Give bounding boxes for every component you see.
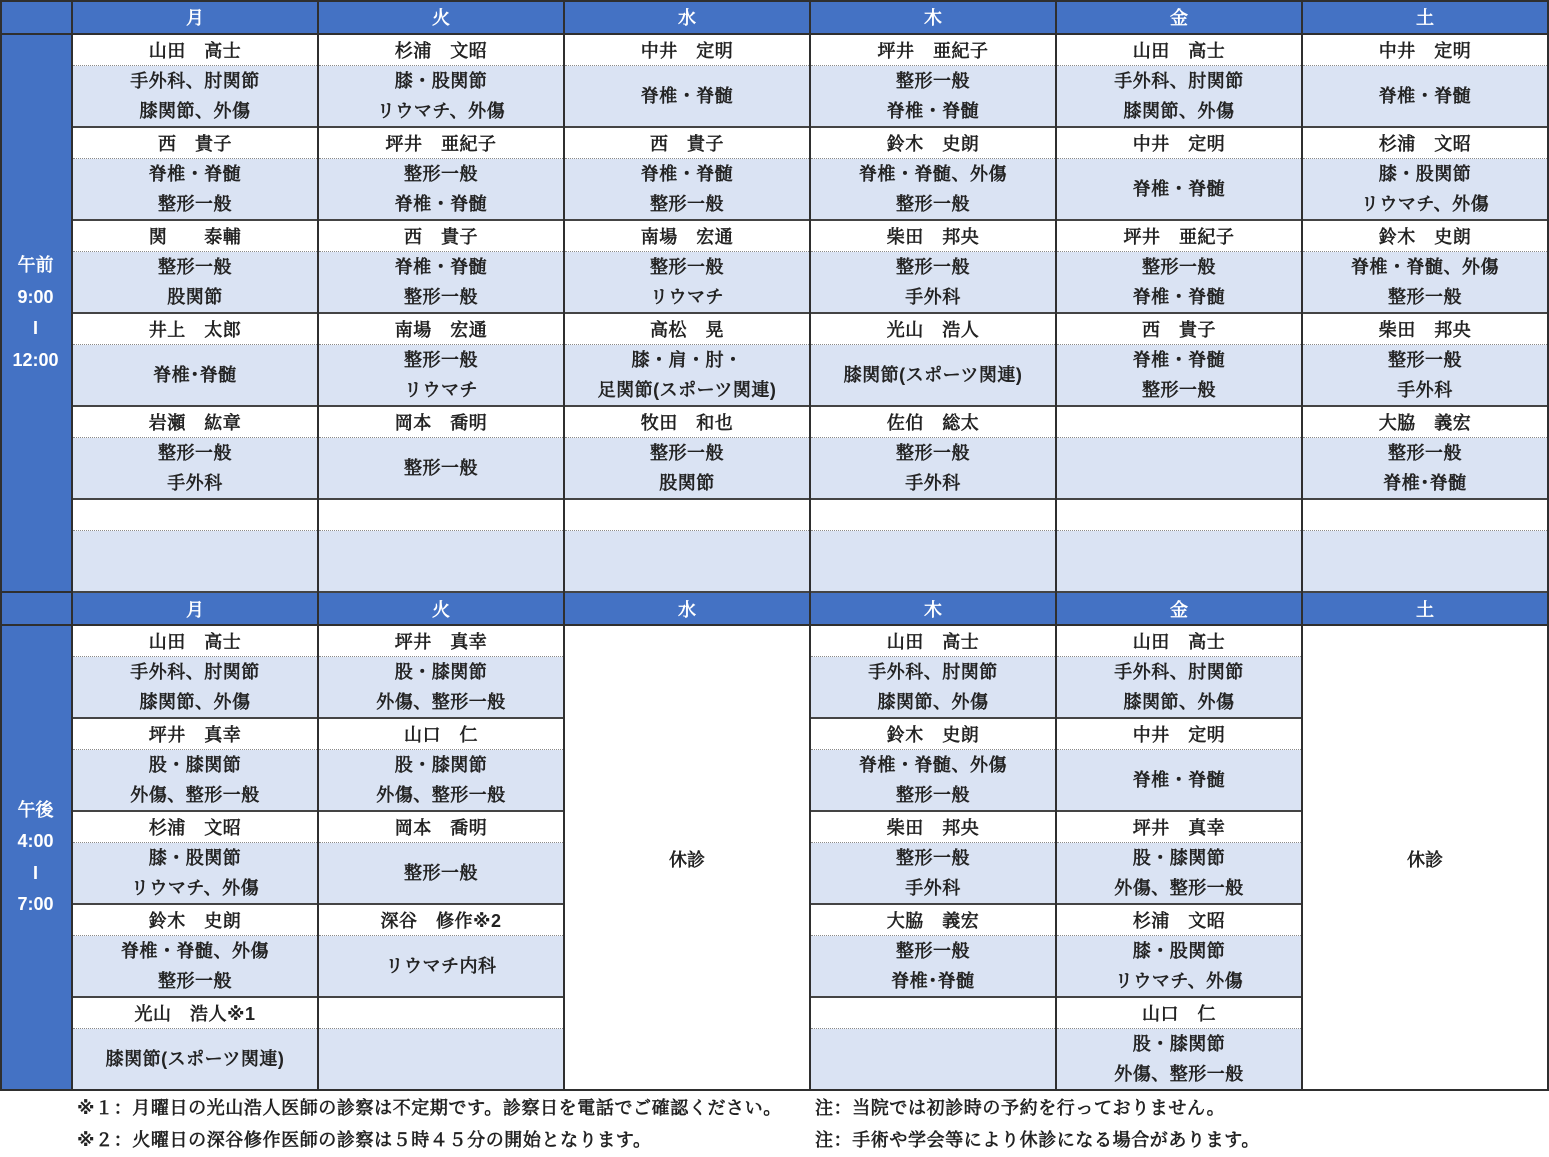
specialty-cell bbox=[811, 159, 1055, 221]
specialty-cell bbox=[1057, 936, 1301, 998]
doctor-name-cell bbox=[1057, 221, 1301, 252]
specialty-cell bbox=[319, 936, 563, 998]
specialty-cell bbox=[1303, 252, 1547, 314]
day-header bbox=[1303, 0, 1549, 35]
specialty-cell bbox=[565, 159, 809, 221]
day-column bbox=[565, 35, 811, 593]
specialty-line: 股・膝関節 bbox=[394, 662, 488, 682]
day-label: 土 bbox=[1416, 7, 1434, 28]
doctor-name-cell bbox=[811, 905, 1055, 936]
doctor-name-cell bbox=[1057, 998, 1301, 1029]
doctor-name: 坪井 真幸 bbox=[148, 725, 242, 745]
specialty-line: リウマチ、外傷 bbox=[130, 878, 260, 898]
doctor-name-cell bbox=[565, 407, 809, 438]
specialty-cell bbox=[565, 345, 809, 407]
specialty-line: 膝・股関節 bbox=[394, 71, 488, 91]
specialty-line: 整形一般 bbox=[896, 848, 970, 868]
day-label: 水 bbox=[678, 7, 696, 28]
doctor-name: 鈴木 史朗 bbox=[886, 725, 980, 745]
doctor-name: 関 泰輔 bbox=[148, 227, 242, 247]
specialty-line: 外傷、整形一般 bbox=[1114, 878, 1244, 898]
doctor-name-cell bbox=[73, 221, 317, 252]
specialty-line: 膝関節、外傷 bbox=[139, 692, 251, 712]
day-header bbox=[319, 0, 565, 35]
specialty-line: 手外科、肘関節 bbox=[1114, 662, 1244, 682]
doctor-name: 西 貴子 bbox=[1142, 320, 1216, 340]
specialty-line: 整形一般 bbox=[650, 257, 724, 277]
day-header bbox=[565, 593, 811, 626]
doctor-name: 光山 浩人 bbox=[886, 320, 980, 340]
specialty-cell bbox=[73, 843, 317, 905]
specialty-line: 脊椎・脊髄 bbox=[1132, 179, 1226, 199]
specialty-line: 脊椎・脊髄、外傷 bbox=[859, 755, 1007, 775]
specialty-cell bbox=[1057, 1029, 1301, 1091]
notice-closure: 注：手術や学会等により休診になる場合があります。 bbox=[815, 1130, 1260, 1150]
doctor-name-cell bbox=[1057, 719, 1301, 750]
specialty-cell bbox=[73, 252, 317, 314]
specialty-line: 整形一般 bbox=[1142, 257, 1216, 277]
specialty-line: リウマチ内科 bbox=[385, 956, 497, 976]
specialty-line: 脊椎・脊髄 bbox=[1132, 350, 1226, 370]
specialty-line: 整形一般 bbox=[650, 194, 724, 214]
doctor-name: 佐伯 総太 bbox=[886, 413, 980, 433]
closed-cell bbox=[565, 626, 809, 1091]
specialty-line: 脊椎・脊髄 bbox=[1132, 287, 1226, 307]
specialty-line: 手外科、肘関節 bbox=[130, 71, 260, 91]
doctor-name-cell bbox=[319, 719, 563, 750]
specialty-cell bbox=[811, 531, 1055, 593]
specialty-line: 股・膝関節 bbox=[148, 755, 242, 775]
time-label-end: 12:00 bbox=[12, 349, 59, 370]
specialty-cell bbox=[1303, 345, 1547, 407]
specialty-cell bbox=[811, 438, 1055, 500]
day-header bbox=[811, 0, 1057, 35]
doctor-name: 大脇 義宏 bbox=[1378, 413, 1472, 433]
doctor-name-cell bbox=[811, 35, 1055, 66]
doctor-name-cell bbox=[565, 35, 809, 66]
specialty-line: 股・膝関節 bbox=[1132, 848, 1226, 868]
specialty-line: 整形一般 bbox=[404, 287, 478, 307]
specialty-line: 脊椎・脊髄 bbox=[640, 86, 734, 106]
specialty-line: 膝関節、外傷 bbox=[1123, 692, 1235, 712]
afternoon-time-label bbox=[0, 626, 73, 1091]
specialty-cell bbox=[73, 159, 317, 221]
day-header bbox=[565, 0, 811, 35]
doctor-name-cell bbox=[1303, 500, 1547, 531]
doctor-name: 杉浦 文昭 bbox=[1132, 911, 1226, 931]
specialty-line: 股関節 bbox=[659, 473, 715, 493]
time-label-period: 午前 bbox=[17, 255, 54, 275]
doctor-name-cell bbox=[811, 314, 1055, 345]
doctor-name: 坪井 亜紀子 bbox=[385, 134, 497, 154]
doctor-name: 中井 定明 bbox=[1132, 134, 1226, 154]
specialty-cell bbox=[811, 843, 1055, 905]
specialty-line: 脊椎・脊髄 bbox=[886, 101, 980, 121]
doctor-name-cell bbox=[73, 35, 317, 66]
day-label: 土 bbox=[1416, 599, 1434, 620]
day-header bbox=[811, 593, 1057, 626]
specialty-cell bbox=[1057, 657, 1301, 719]
doctor-name: 岡本 喬明 bbox=[394, 413, 488, 433]
doctor-name-cell bbox=[319, 998, 563, 1029]
day-column bbox=[73, 626, 319, 1091]
closed-label: 休診 bbox=[1407, 849, 1443, 870]
specialty-cell bbox=[565, 531, 809, 593]
doctor-name: 中井 定明 bbox=[1132, 725, 1226, 745]
specialty-cell bbox=[319, 159, 563, 221]
specialty-cell bbox=[319, 657, 563, 719]
specialty-line: 外傷、整形一般 bbox=[1114, 1064, 1244, 1084]
doctor-name: 柴田 邦央 bbox=[886, 818, 980, 838]
doctor-name-cell bbox=[319, 626, 563, 657]
specialty-line: 整形一般 bbox=[404, 863, 478, 883]
specialty-cell bbox=[811, 1029, 1055, 1091]
doctor-name: 岡本 喬明 bbox=[394, 818, 488, 838]
doctor-name: 柴田 邦央 bbox=[886, 227, 980, 247]
specialty-line: 手外科 bbox=[905, 878, 961, 898]
doctor-name-cell bbox=[1303, 128, 1547, 159]
specialty-line: 整形一般 bbox=[1388, 350, 1462, 370]
doctor-name-cell bbox=[811, 221, 1055, 252]
time-label-separator: I bbox=[32, 862, 38, 883]
doctor-name-cell bbox=[73, 812, 317, 843]
day-label: 金 bbox=[1170, 599, 1188, 620]
specialty-line: リウマチ bbox=[650, 287, 724, 307]
specialty-cell bbox=[1303, 159, 1547, 221]
day-column bbox=[319, 626, 565, 1091]
time-label-end: 7:00 bbox=[17, 894, 54, 914]
specialty-cell bbox=[73, 1029, 317, 1091]
specialty-cell bbox=[1057, 159, 1301, 221]
specialty-line: 整形一般 bbox=[896, 257, 970, 277]
doctor-name-cell bbox=[1057, 626, 1301, 657]
specialty-cell bbox=[1057, 843, 1301, 905]
day-label: 水 bbox=[678, 599, 696, 620]
doctor-name-cell bbox=[811, 719, 1055, 750]
time-label-separator: I bbox=[32, 318, 38, 338]
day-column bbox=[1057, 35, 1303, 593]
doctor-name: 中井 定明 bbox=[640, 41, 734, 61]
day-label: 月 bbox=[186, 7, 204, 28]
day-label: 火 bbox=[432, 7, 450, 28]
specialty-cell bbox=[73, 345, 317, 407]
specialty-cell bbox=[1057, 345, 1301, 407]
doctor-name-cell bbox=[1303, 314, 1547, 345]
specialty-cell bbox=[565, 438, 809, 500]
specialty-line: 手外科、肘関節 bbox=[1114, 71, 1244, 91]
specialty-line: 整形一般 bbox=[1142, 380, 1216, 400]
specialty-cell bbox=[73, 438, 317, 500]
doctor-name: 坪井 真幸 bbox=[1132, 818, 1226, 838]
specialty-cell bbox=[319, 1029, 563, 1091]
day-header bbox=[1057, 0, 1303, 35]
doctor-name: 山田 高士 bbox=[886, 632, 980, 652]
doctor-name: 杉浦 文昭 bbox=[1378, 134, 1472, 154]
specialty-line: 膝・股関節 bbox=[1378, 164, 1472, 184]
doctor-name-cell bbox=[1057, 314, 1301, 345]
time-label-period: 午後 bbox=[17, 799, 54, 820]
specialty-line: リウマチ、外傷 bbox=[1360, 194, 1490, 214]
specialty-line: 整形一般 bbox=[896, 71, 970, 91]
doctor-name-cell bbox=[319, 812, 563, 843]
footnote-1: ※１：月曜日の光山浩人医師の診察は不定期です。診察日を電話でご確認ください。 bbox=[77, 1098, 782, 1118]
doctor-name: 山田 高士 bbox=[1132, 632, 1226, 652]
specialty-line: 整形一般 bbox=[404, 458, 478, 478]
specialty-cell bbox=[1057, 252, 1301, 314]
specialty-cell bbox=[565, 252, 809, 314]
specialty-cell bbox=[811, 936, 1055, 998]
specialty-cell bbox=[319, 252, 563, 314]
doctor-name: 井上 太郎 bbox=[148, 320, 242, 340]
morning-time-label bbox=[0, 35, 73, 593]
specialty-line: 手外科 bbox=[905, 473, 961, 493]
day-label: 金 bbox=[1170, 7, 1188, 28]
afternoon-corner-cell bbox=[0, 593, 73, 626]
specialty-line: 脊椎・脊髄、外傷 bbox=[859, 164, 1007, 184]
specialty-line: 手外科 bbox=[167, 473, 223, 493]
doctor-name-cell bbox=[319, 128, 563, 159]
specialty-cell bbox=[319, 843, 563, 905]
closed-label: 休診 bbox=[669, 849, 705, 870]
specialty-line: 整形一般 bbox=[158, 971, 232, 991]
specialty-line: 膝関節(スポーツ関連) bbox=[105, 1049, 285, 1069]
doctor-name: 山口 仁 bbox=[404, 725, 478, 745]
doctor-name-cell bbox=[319, 221, 563, 252]
specialty-line: 膝関節、外傷 bbox=[139, 101, 251, 121]
doctor-name-cell bbox=[1057, 128, 1301, 159]
specialty-line: 膝・股関節 bbox=[148, 848, 242, 868]
doctor-name: 坪井 真幸 bbox=[394, 632, 488, 652]
doctor-name: 山田 高士 bbox=[1132, 41, 1226, 61]
specialty-cell bbox=[811, 66, 1055, 128]
doctor-name-cell bbox=[811, 407, 1055, 438]
specialty-cell bbox=[811, 657, 1055, 719]
specialty-line: 手外科 bbox=[905, 287, 961, 307]
day-label: 木 bbox=[924, 7, 942, 28]
day-header bbox=[73, 0, 319, 35]
specialty-line: 膝・股関節 bbox=[1132, 941, 1226, 961]
specialty-cell bbox=[73, 657, 317, 719]
specialty-cell bbox=[811, 252, 1055, 314]
specialty-line: 足関節(スポーツ関連) bbox=[597, 380, 777, 400]
doctor-name-cell bbox=[319, 35, 563, 66]
specialty-cell bbox=[319, 345, 563, 407]
doctor-name-cell bbox=[1303, 35, 1547, 66]
specialty-line: 膝・肩・肘・ bbox=[631, 350, 743, 370]
specialty-cell bbox=[565, 66, 809, 128]
specialty-line: 整形一般 bbox=[896, 785, 970, 805]
footnote-2: ※２：火曜日の深谷修作医師の診察は５時４５分の開始となります。 bbox=[77, 1130, 652, 1150]
doctor-name-cell bbox=[73, 128, 317, 159]
doctor-name-cell bbox=[73, 626, 317, 657]
specialty-line: 整形一般 bbox=[158, 443, 232, 463]
doctor-name-cell bbox=[73, 314, 317, 345]
day-column bbox=[319, 35, 565, 593]
specialty-line: 脊椎・脊髄 bbox=[1132, 770, 1226, 790]
specialty-line: 股・膝関節 bbox=[1132, 1034, 1226, 1054]
doctor-name: 鈴木 史朗 bbox=[148, 911, 242, 931]
doctor-name-cell bbox=[319, 407, 563, 438]
specialty-cell bbox=[811, 345, 1055, 407]
specialty-line: 整形一般 bbox=[158, 257, 232, 277]
specialty-line: リウマチ bbox=[404, 380, 478, 400]
doctor-name: 坪井 亜紀子 bbox=[1123, 227, 1235, 247]
doctor-name-cell bbox=[1057, 407, 1301, 438]
doctor-name: 光山 浩人※1 bbox=[134, 1004, 256, 1024]
doctor-name: 南場 宏通 bbox=[394, 320, 488, 340]
time-label-start: 9:00 bbox=[17, 286, 54, 307]
doctor-name-cell bbox=[565, 221, 809, 252]
doctor-name: 杉浦 文昭 bbox=[394, 41, 488, 61]
specialty-line: 股・膝関節 bbox=[394, 755, 488, 775]
specialty-line: 脊椎･脊髄 bbox=[1383, 473, 1467, 493]
specialty-line: 脊椎・脊髄 bbox=[640, 164, 734, 184]
specialty-cell bbox=[73, 531, 317, 593]
doctor-name: 中井 定明 bbox=[1378, 41, 1472, 61]
day-header bbox=[319, 593, 565, 626]
specialty-cell bbox=[1057, 531, 1301, 593]
doctor-name-cell bbox=[811, 500, 1055, 531]
doctor-name: 鈴木 史朗 bbox=[886, 134, 980, 154]
doctor-name-cell bbox=[1057, 905, 1301, 936]
specialty-line: 整形一般 bbox=[158, 194, 232, 214]
doctor-name: 柴田 邦央 bbox=[1378, 320, 1472, 340]
specialty-cell bbox=[73, 750, 317, 812]
specialty-line: 手外科、肘関節 bbox=[130, 662, 260, 682]
specialty-line: 外傷、整形一般 bbox=[376, 785, 506, 805]
day-header bbox=[1057, 593, 1303, 626]
specialty-cell bbox=[1057, 66, 1301, 128]
doctor-name-cell bbox=[73, 719, 317, 750]
doctor-name: 西 貴子 bbox=[404, 227, 478, 247]
doctor-name-cell bbox=[811, 998, 1055, 1029]
doctor-name: 山田 高士 bbox=[148, 632, 242, 652]
specialty-line: 整形一般 bbox=[650, 443, 724, 463]
doctor-name-cell bbox=[1057, 500, 1301, 531]
specialty-line: 整形一般 bbox=[896, 194, 970, 214]
specialty-line: 膝関節、外傷 bbox=[877, 692, 989, 712]
closed-cell bbox=[1303, 626, 1547, 1091]
specialty-cell bbox=[811, 750, 1055, 812]
specialty-line: 脊椎･脊髄 bbox=[153, 365, 237, 385]
doctor-name-cell bbox=[73, 500, 317, 531]
doctor-name-cell bbox=[565, 500, 809, 531]
specialty-line: 膝関節、外傷 bbox=[1123, 101, 1235, 121]
doctor-name-cell bbox=[319, 905, 563, 936]
specialty-line: 膝関節(スポーツ関連) bbox=[843, 365, 1023, 385]
specialty-cell bbox=[1057, 750, 1301, 812]
morning-corner-cell bbox=[0, 0, 73, 35]
doctor-name: 鈴木 史朗 bbox=[1378, 227, 1472, 247]
specialty-line: 整形一般 bbox=[896, 443, 970, 463]
doctor-name: 高松 晃 bbox=[650, 320, 724, 340]
specialty-cell bbox=[319, 531, 563, 593]
specialty-line: 股関節 bbox=[167, 287, 223, 307]
doctor-name: 大脇 義宏 bbox=[886, 911, 980, 931]
time-label-start: 4:00 bbox=[17, 831, 54, 851]
doctor-name: 西 貴子 bbox=[650, 134, 724, 154]
specialty-cell bbox=[319, 438, 563, 500]
day-column bbox=[1303, 35, 1549, 593]
specialty-line: 整形一般 bbox=[404, 164, 478, 184]
doctor-name-cell bbox=[811, 812, 1055, 843]
doctor-name-cell bbox=[1303, 407, 1547, 438]
doctor-name: 岩瀬 紘章 bbox=[148, 413, 242, 433]
specialty-line: 脊椎･脊髄 bbox=[891, 971, 975, 991]
doctor-name: 杉浦 文昭 bbox=[148, 818, 242, 838]
specialty-line: 整形一般 bbox=[1388, 287, 1462, 307]
specialty-cell bbox=[1303, 438, 1547, 500]
day-label: 木 bbox=[924, 599, 942, 620]
doctor-name: 山田 高士 bbox=[148, 41, 242, 61]
specialty-cell bbox=[73, 66, 317, 128]
doctor-name-cell bbox=[1303, 221, 1547, 252]
notice-no-reservation: 注：当院では初診時の予約を行っておりません。 bbox=[815, 1098, 1226, 1118]
specialty-line: 整形一般 bbox=[896, 941, 970, 961]
doctor-name: 坪井 亜紀子 bbox=[877, 41, 989, 61]
specialty-line: 外傷、整形一般 bbox=[130, 785, 260, 805]
specialty-line: 脊椎・脊髄 bbox=[148, 164, 242, 184]
doctor-name: 深谷 修作※2 bbox=[380, 911, 502, 931]
specialty-line: 脊椎・脊髄、外傷 bbox=[121, 941, 269, 961]
specialty-line: 脊椎・脊髄、外傷 bbox=[1351, 257, 1499, 277]
doctor-name: 山口 仁 bbox=[1142, 1004, 1216, 1024]
doctor-name-cell bbox=[73, 407, 317, 438]
doctor-name-cell bbox=[565, 314, 809, 345]
specialty-line: 外傷、整形一般 bbox=[376, 692, 506, 712]
day-header bbox=[1303, 593, 1549, 626]
day-column bbox=[1303, 626, 1549, 1091]
specialty-cell bbox=[1303, 531, 1547, 593]
doctor-name-cell bbox=[73, 905, 317, 936]
specialty-cell bbox=[319, 66, 563, 128]
doctor-name-cell bbox=[565, 128, 809, 159]
day-column bbox=[811, 35, 1057, 593]
day-header bbox=[73, 593, 319, 626]
doctor-name-cell bbox=[319, 314, 563, 345]
day-column bbox=[73, 35, 319, 593]
specialty-line: 手外科、肘関節 bbox=[868, 662, 998, 682]
specialty-line: リウマチ、外傷 bbox=[1114, 971, 1244, 991]
doctor-name-cell bbox=[811, 128, 1055, 159]
specialty-cell bbox=[1057, 438, 1301, 500]
specialty-cell bbox=[73, 936, 317, 998]
doctor-name-cell bbox=[1057, 35, 1301, 66]
specialty-cell bbox=[1303, 66, 1547, 128]
day-label: 火 bbox=[432, 599, 450, 620]
doctor-name-cell bbox=[73, 998, 317, 1029]
day-label: 月 bbox=[186, 599, 204, 620]
doctor-name-cell bbox=[1057, 812, 1301, 843]
day-column bbox=[1057, 626, 1303, 1091]
doctor-name-cell bbox=[811, 626, 1055, 657]
specialty-line: 脊椎・脊髄 bbox=[1378, 86, 1472, 106]
specialty-cell bbox=[319, 750, 563, 812]
specialty-line: リウマチ、外傷 bbox=[376, 101, 506, 121]
doctor-name: 南場 宏通 bbox=[640, 227, 734, 247]
specialty-line: 整形一般 bbox=[1388, 443, 1462, 463]
day-column bbox=[565, 626, 811, 1091]
doctor-name: 牧田 和也 bbox=[640, 413, 734, 433]
doctor-name: 西 貴子 bbox=[158, 134, 232, 154]
specialty-line: 手外科 bbox=[1397, 380, 1453, 400]
day-column bbox=[811, 626, 1057, 1091]
specialty-line: 脊椎・脊髄 bbox=[394, 257, 488, 277]
doctor-name-cell bbox=[319, 500, 563, 531]
specialty-line: 脊椎・脊髄 bbox=[394, 194, 488, 214]
specialty-line: 整形一般 bbox=[404, 350, 478, 370]
